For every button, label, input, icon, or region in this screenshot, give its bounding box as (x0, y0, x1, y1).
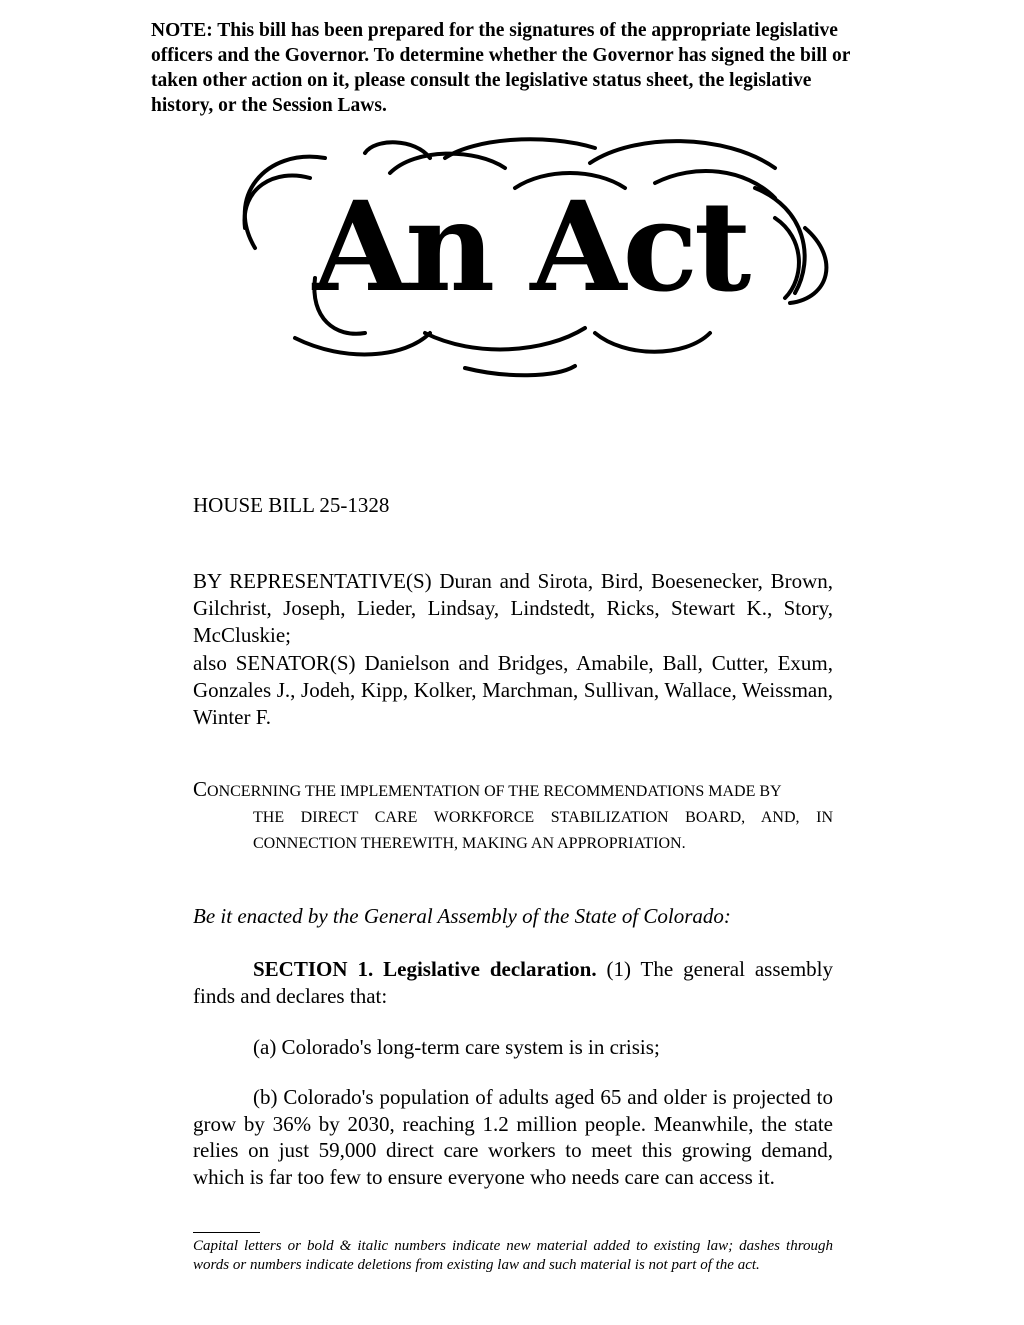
title-line-1 (193, 776, 833, 805)
title-line-3: CONNECTION THEREWITH, MAKING AN APPROPRIATION. (253, 835, 686, 852)
sponsors-block (193, 568, 833, 731)
section-subheading: Legislative declaration. (383, 957, 597, 981)
item-a: (a) Colorado's long-term care system is in crisis; (253, 1035, 660, 1059)
section-heading: SECTION 1. (253, 957, 374, 981)
item-b (193, 1084, 833, 1190)
note-paragraph: NOTE: This bill has been prepared for the signatures of the appropriate legislative officers and the Governor. To determine whether the Governor has signed the bill or taken other action on it, please consult the legislative status sheet, the legislative history, or the Session Laws. (151, 20, 851, 116)
footnote-rule (193, 1232, 260, 1233)
an-act-logo (215, 128, 840, 393)
sponsor-senators: also SENATOR(S) Danielson and Bridges, Amabile, Ball, Cutter, Exum, Gonzales J., Jodeh, Kipp, Kolker, Marchman, Sullivan, Wallace, Weissman, Winter F. (193, 650, 833, 730)
enacting-clause: Be it enacted by the General Assembly of the State of Colorado: (193, 904, 731, 928)
title-capital-letter: C (193, 777, 208, 801)
item-b-indent (193, 1085, 253, 1109)
section-indent (193, 957, 253, 981)
sponsor-representatives: BY REPRESENTATIVE(S) Duran and Sirota, Bird, Boesenecker, Brown, Gilchrist, Joseph, Lieder, Lindsay, Lindstedt, Ricks, Stewart K., Story, McCluskie; (193, 569, 833, 648)
item-b-text: (b) Colorado's population of adults aged 65 and older is projected to grow by 36% by 2030, reaching 1.2 million people. Meanwhile, the state relies on just 59,000 direct care workers to meet this growing demand, which is far too few to ensure everyone who needs care can access it. (193, 1085, 833, 1189)
bill-number: HOUSE BILL 25-1328 (193, 493, 390, 517)
section-text: (1) The general assembly finds and declares that: (193, 957, 833, 1008)
footnote: Capital letters or bold & italic numbers indicate new material added to existing law; dashes through words or numbers indicate deletions from existing law and such material is not part of the act. (193, 1238, 833, 1273)
title-line-1-text: ONCERNING THE IMPLEMENTATION OF THE RECOMMENDATIONS MADE BY (207, 783, 782, 800)
section-1 (193, 956, 833, 1010)
an-act-logo-text: An Act (312, 175, 748, 320)
bill-title (193, 776, 833, 857)
title-line-2: THE DIRECT CARE WORKFORCE STABILIZATION BOARD, AND, IN (253, 809, 833, 826)
